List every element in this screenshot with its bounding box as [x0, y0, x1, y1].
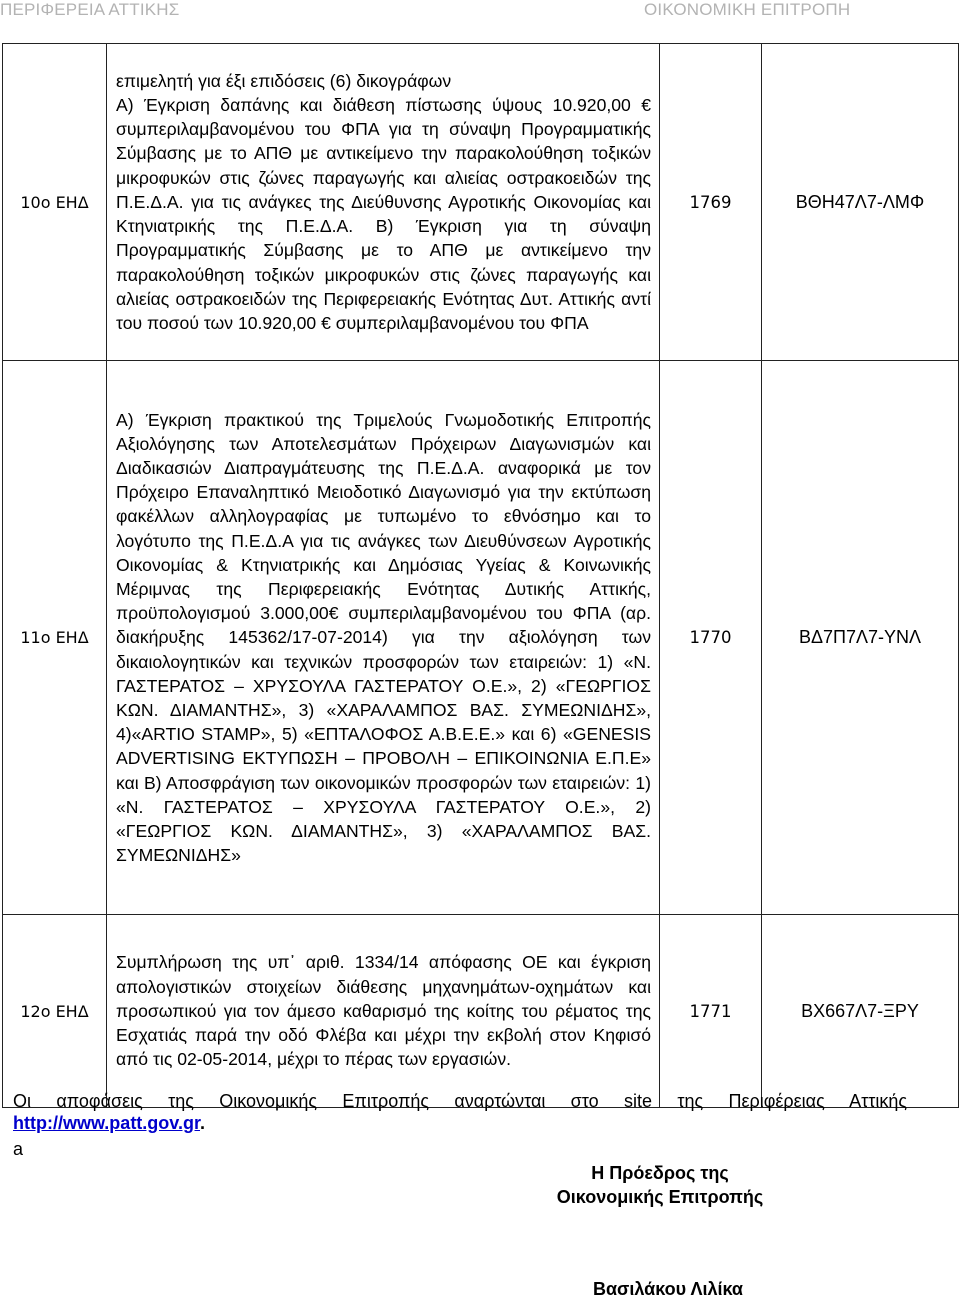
- ada-code: ΒΧ667Λ7-ΞΡΥ: [762, 915, 959, 1108]
- protocol-number: 1769: [660, 44, 762, 361]
- link-period: .: [199, 1113, 205, 1133]
- item-number: 10ο ΕΗΔ: [3, 44, 107, 361]
- signature-name: Βασιλάκου Λιλίκα: [592, 1279, 743, 1299]
- description-paragraph: Α) Έγκριση δαπάνης και διάθεση πίστωσης ύψους 10.920,00 € συμπεριλαμβανομένου του ΦΠΑ για τη σύναψη Προγραμματικής Σύμβασης με το ΑΠΘ με αντικείμενο την παρακολούθηση τοξικών μικροφυκών στις ζώνες παραγωγής και αλιείας οστρακοειδών της Π.Ε.Δ.Α. για τις ανάγκες της Διεύθυνσης Αγροτικής Οικονομίας και Κτηνιατρικής της Π.Ε.Δ.Α. Β) Έγκριση για τη σύναψη Προγραμματικής Σύμβασης με το ΑΠΘ με αντικείμενο την παρακολούθηση τοξικών μικροφυκών στις ζώνες παραγωγής και αλιείας οστρακοειδών της Περιφερειακής Ενότητας Δυτ. Αττικής αντί του ποσού των 10.920,00 € συμπεριλαμβανομένου του ΦΠΑ: [116, 95, 651, 333]
- header-committee: ΟΙΚΟΝΟΜΙΚΗ ΕΠΙΤΡΟΠΗ: [644, 0, 851, 19]
- signature-role-line-2: Οικονομικής Επιτροπής: [556, 1187, 764, 1207]
- header-region: ΠΕΡΙΦΕΡΕΙΑ ΑΤΤΙΚΗΣ: [0, 0, 180, 19]
- item-number: 11ο ΕΗΔ: [3, 361, 107, 915]
- decisions-table: [2, 43, 959, 1108]
- website-link[interactable]: http://www.patt.gov.gr: [13, 1113, 200, 1133]
- table-row: [3, 44, 959, 361]
- table-row: [3, 915, 959, 1108]
- description-paragraph: επιμελητή για έξι επιδόσεις (6) δικογράφων: [116, 70, 452, 91]
- item-description: [107, 915, 660, 1108]
- description-paragraph: Συμπλήρωση της υπ᾽ αριθ. 1334/14 απόφασης ΟΕ και έγκριση απολογιστικών στοιχείων διάθεσης μηχανημάτων-οχημάτων και προσωπικού για τον άμεσο καθαρισμό της κοίτης του ρέματος της Εσχατιάς παρά την οδό Φλέβα και μέχρι την εκβολή στον Κηφισό από τις 02-05-2014, μέχρι το πέρας των εργασιών.: [116, 952, 651, 1070]
- website-link-line: [13, 1113, 205, 1134]
- protocol-number: 1771: [660, 915, 762, 1108]
- ada-code: ΒΔ7Π7Λ7-ΥΝΛ: [762, 361, 959, 915]
- protocol-number: 1770: [660, 361, 762, 915]
- item-number: 12ο ΕΗΔ: [3, 915, 107, 1108]
- description-paragraph: Α) Έγκριση πρακτικού της Τριμελούς Γνωμοδοτικής Επιτροπής Αξιολόγησης των Αποτελεσμάτων Πρόχειρων Διαγωνισμών και Διαδικασιών Διαπραγμάτευσης της Π.Ε.Δ.Α. αναφορικά με τον Πρόχειρο Επαναληπτικό Μειοδοτικό Διαγωνισμό για την εκτύπωση φακέλλων αλληλογραφίας με τυπωμένο το εθνόσημο και το λογότυπο της Π.Ε.Δ.Α για τις ανάγκες των Διευθύνσεων Αγροτικής Οικονομίας & Κτηνιατρικής και Δημόσιας Υγείας & Κοινωνικής Μέριμνας της Περιφερειακής Ενότητας Δυτικής Αττικής, προϋπολογισμού 3.000,00€ συμπεριλαμβανομένου του ΦΠΑ (αρ. διακήρυξης 145362/17-07-2014) για την αξιολόγηση των δικαιολογητικών και τεχνικών προσφορών των εταιρειών: 1) «Ν. ΓΑΣΤΕΡΑΤΟΣ – ΧΡΥΣΟΥΛΑ ΓΑΣΤΕΡΑΤΟΥ Ο.Ε.», 2) «ΓΕΩΡΓΙΟΣ ΚΩΝ. ΔΙΑΜΑΝΤΗΣ», 3) «ΧΑΡΑΛΑΜΠΟΣ ΒΑΣ. ΣΥΜΕΩΝΙΔΗΣ», 4)«ARTIO STAMP», 5) «ΕΠΤΑΛΟΦΟΣ Α.Β.Ε.Ε.» και 6) «GENESIS ADVERTISING ΕΚΤΥΠΩΣΗ – ΠΡΟΒΟΛΗ – ΕΠΙΚΟΙΝΩΝΙΑ Ε.Π.Ε» και Β) Αποσφράγιση των οικονομικών προσφορών των εταιρειών: 1) «Ν. ΓΑΣΤΕΡΑΤΟΣ – ΧΡΥΣΟΥΛΑ ΓΑΣΤΕΡΑΤΟΥ Ο.Ε.», 2) «ΓΕΩΡΓΙΟΣ ΚΩΝ. ΔΙΑΜΑΝΤΗΣ», 3) «ΧΑΡΑΛΑΜΠΟΣ ΒΑΣ. ΣΥΜΕΩΝΙΔΗΣ»: [116, 409, 651, 866]
- publication-note: Οι αποφάσεις της Οικονομικής Επιτροπής αναρτώνται στο site της Περιφέρειας Αττικής: [13, 1091, 907, 1111]
- ada-code: ΒΘΗ47Λ7-ΛΜΦ: [762, 44, 959, 361]
- item-description: [107, 44, 660, 361]
- stray-character: a: [13, 1139, 24, 1159]
- signature-role-line-1: Η Πρόεδρος της: [591, 1163, 729, 1183]
- item-description: [107, 361, 660, 915]
- table-row: [3, 361, 959, 915]
